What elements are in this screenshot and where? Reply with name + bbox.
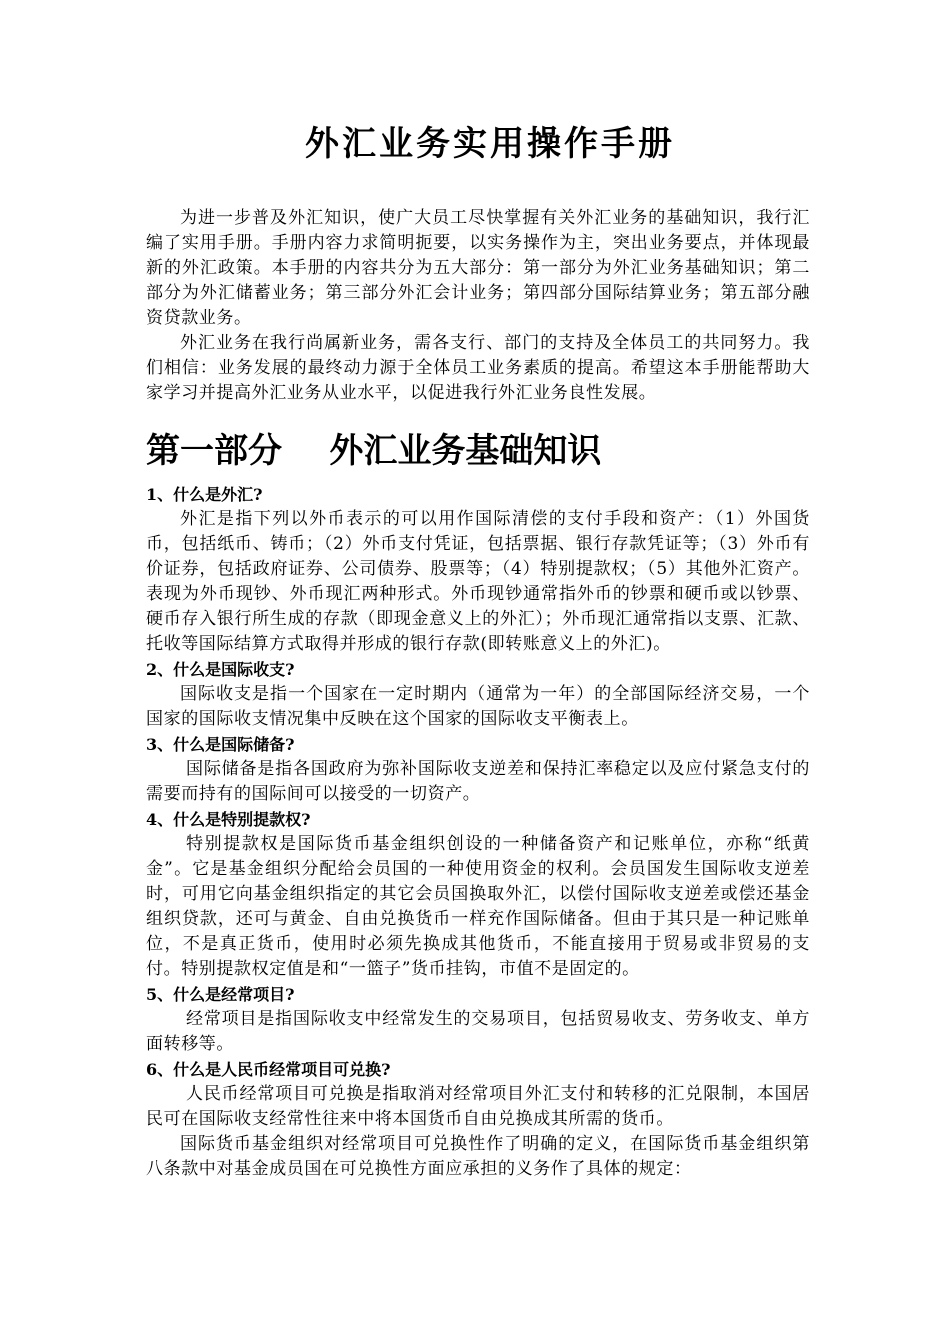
answer-paragraph: 国际收支是指一个国家在一定时期内（通常为一年）的全部国际经济交易，一个国家的国际收支情况集中反映在这个国家的国际收支平衡表上。 bbox=[146, 684, 810, 729]
question-block bbox=[146, 482, 810, 657]
document-page bbox=[146, 120, 810, 1182]
answer-paragraph-continued: 国际货币基金组织对经常项目可兑换性作了明确的定义，在国际货币基金组织第八条款中对基金成员国在可兑换性方面应承担的义务作了具体的规定： bbox=[146, 1134, 810, 1179]
question-heading: 6、什么是人民币经常项目可兑换? bbox=[146, 1060, 391, 1079]
question-heading: 3、什么是国际储备? bbox=[146, 735, 295, 754]
question-block bbox=[146, 807, 810, 982]
document-title: 外汇业务实用操作手册 bbox=[305, 124, 675, 164]
question-block bbox=[146, 732, 810, 807]
question-block bbox=[146, 1057, 810, 1182]
question-heading: 2、什么是国际收支? bbox=[146, 660, 295, 679]
answer-paragraph: 特别提款权是国际货币基金组织创设的一种储备资产和记账单位，亦称“纸黄金”。它是基金组织分配给会员国的一种使用资金的权利。会员国发生国际收支逆差时，可用它向基金组织指定的其它会员国换取外汇，以偿付国际收支逆差或偿还基金组织贷款，还可与黄金、自由兑换货币一样充作国际储备。但由于其只是一种记账单位，不是真正货币，使用时必须先换成其他货币，不能直接用于贸易或非贸易的支付。特别提款权定值是和“一篮子”货币挂钩，市值不是固定的。 bbox=[146, 834, 810, 979]
question-heading: 4、什么是特别提款权? bbox=[146, 810, 311, 829]
section-title: 第一部分 外汇业务基础知识 bbox=[146, 431, 602, 471]
answer-paragraph: 经常项目是指国际收支中经常发生的交易项目，包括贸易收支、劳务收支、单方面转移等。 bbox=[146, 1009, 810, 1054]
question-block bbox=[146, 657, 810, 732]
answer-paragraph: 外汇是指下列以外币表示的可以用作国际清偿的支付手段和资产：（1）外国货币，包括纸币、铸币；（2）外币支付凭证，包括票据、银行存款凭证等；（3）外币有价证券，包括政府证券、公司债券、股票等；（4）特别提款权；（5）其他外汇资产。表现为外币现钞、外币现汇两种形式。外币现钞通常指外币的钞票和硬币或以钞票、硬币存入银行所生成的存款（即现金意义上的外汇）；外币现汇通常指以支票、汇款、托收等国际结算方式取得并形成的银行存款(即转账意义上的外汇)。 bbox=[146, 509, 810, 654]
answer-paragraph: 国际储备是指各国政府为弥补国际收支逆差和保持汇率稳定以及应付紧急支付的需要而持有的国际间可以接受的一切资产。 bbox=[146, 759, 810, 804]
answer-paragraph: 人民币经常项目可兑换是指取消对经常项目外汇支付和转移的汇兑限制，本国居民可在国际收支经常性往来中将本国货币自由兑换成其所需的货币。 bbox=[146, 1084, 810, 1129]
question-heading: 1、什么是外汇? bbox=[146, 485, 263, 504]
intro-paragraph-2: 外汇业务在我行尚属新业务，需各支行、部门的支持及全体员工的共同努力。我们相信：业务发展的最终动力源于全体员工业务素质的提高。希望这本手册能帮助大家学习并提高外汇业务从业水平，以促进我行外汇业务良性发展。 bbox=[146, 333, 810, 403]
question-block bbox=[146, 982, 810, 1057]
question-heading: 5、什么是经常项目? bbox=[146, 985, 295, 1004]
intro-paragraph-1: 为进一步普及外汇知识，使广大员工尽快掌握有关外汇业务的基础知识，我行汇编了实用手册。手册内容力求简明扼要，以实务操作为主，突出业务要点，并体现最新的外汇政策。本手册的内容共分为五大部分：第一部分为外汇业务基础知识；第二部分为外汇储蓄业务；第三部分外汇会计业务；第四部分国际结算业务；第五部分融资贷款业务。 bbox=[146, 208, 810, 328]
